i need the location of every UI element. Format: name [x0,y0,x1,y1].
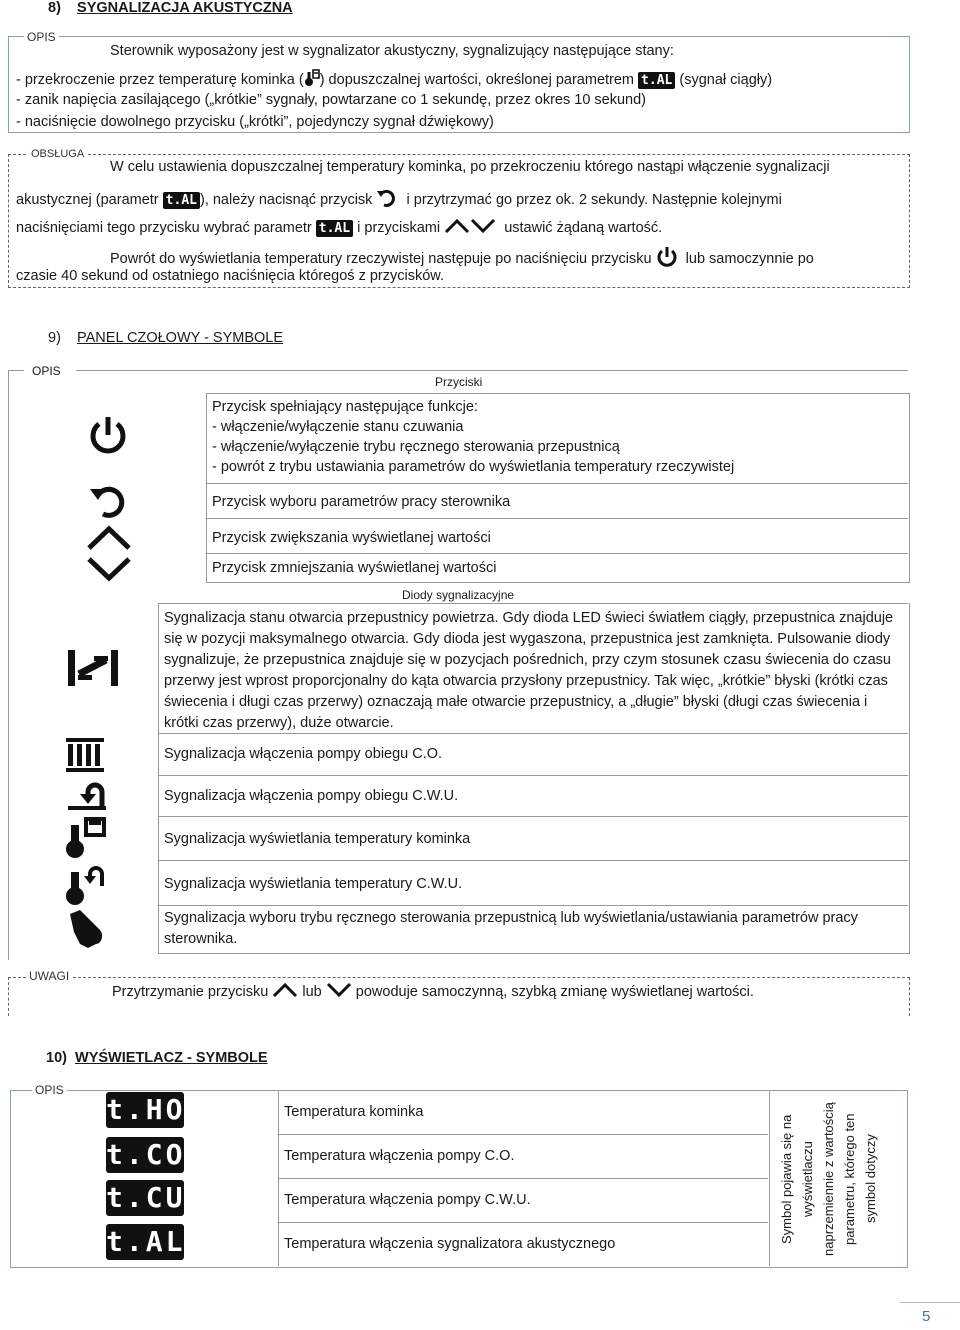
line-text: lub [302,984,322,1000]
divider [206,553,908,554]
section-title-text: PANEL CZOŁOWY - SYMBOLE [77,330,284,346]
temp-kominka-desc: Sygnalizacja wyświetlania temperatury kominka [164,831,471,847]
obsluga-line-3 [16,218,662,237]
power-desc-line: - włączenie/wyłączenie trybu ręcznego sterowania przepustnicą [212,439,620,455]
line-overheat [16,69,772,89]
hand-mode-led-icon [66,908,106,950]
display-desc: Temperatura włączenia pompy C.O. [284,1148,515,1164]
divider [158,860,908,861]
divider [278,1222,768,1223]
pump-co-led-icon [66,738,104,772]
lcd-tco: t.CO [106,1138,186,1171]
temp-cwu-desc: Sygnalizacja wyświetlania temperatury C.W.U. [164,876,463,892]
obsluga-line-5: czasie 40 sekund od ostatniego naciśnięcia któregoś z przycisków. [16,268,444,284]
lcd-tcu: t.CU [106,1181,186,1214]
divider [900,1302,960,1303]
section-title-text: WYŚWIETLACZ - SYMBOLE [75,1050,268,1066]
pump-cwu-led-icon [66,778,106,812]
divider [76,370,908,371]
line-text: - przekroczenie przez temperaturę kominka ( [16,72,304,88]
power-button-icon [88,415,128,455]
line-text: (sygnał ciągły) [679,72,773,88]
section-number: 8) [48,0,61,16]
diody-label: Diody sygnalizacyjne [402,588,515,602]
cycle-button-icon [376,188,398,208]
line-text: lub samoczynnie po [685,251,814,267]
cycle-button-icon [88,483,128,519]
divider [206,518,908,519]
down-button-icon [86,556,132,582]
line-text: Przytrzymanie przycisku [112,984,269,1000]
divider [8,370,24,371]
lcd-tal: t.AL [106,1225,186,1258]
power-desc-line: Przycisk spełniający następujące funkcje: [212,399,478,415]
section-10-title [46,1050,268,1066]
przyciski-label: Przyciski [435,375,483,389]
opis-label: OPIS [32,364,61,378]
line-button-press: - naciśnięcie dowolnego przycisku („krótki”, pojedynczy sygnał dźwiękowy) [16,114,494,130]
opis-label: OPIS [32,1083,67,1097]
down-arrow-icon [326,982,352,998]
section-9-title [48,330,283,346]
line-text: Powrót do wyświetlania temperatury rzeczywistej następuje po naciśnięciu przycisku [110,251,652,267]
section-8-title [48,0,293,16]
divider [8,370,9,960]
obsluga-line-2 [16,188,782,209]
obsluga-line-4 [110,246,814,268]
display-desc: Temperatura włączenia pompy C.W.U. [284,1192,531,1208]
up-desc: Przycisk zwiększania wyświetlanej wartości [212,530,491,546]
power-desc-line: - powrót z trybu ustawiania parametrów do wyświetlania temperatury rzeczywistej [212,459,735,475]
side-note: Symbol pojawia się na wyświetlaczu naprzemiennie z wartością parametru, którego ten symbol dotyczy [779,1102,878,1256]
divider [278,1178,768,1179]
divider [158,775,908,776]
up-arrow-icon [272,982,298,998]
line-text: naciśnięciami tego przycisku wybrać parametr [16,220,312,236]
opis-label: OPIS [24,30,59,44]
cycle-desc: Przycisk wyboru parametrów pracy sterownika [212,494,511,510]
fireplace-temp-icon [304,69,320,87]
divider [206,483,908,484]
down-desc: Przycisk zmniejszania wyświetlanej wartości [212,560,497,576]
section-number: 10) [46,1050,67,1066]
obsluga-line-1: W celu ustawienia dopuszczalnej temperatury kominka, po przekroczeniu którego nastąpi włączenie sygnalizacji [110,159,830,175]
param-tal-lcd: t.AL [638,72,675,89]
hand-mode-desc: Sygnalizacja wyboru trybu ręcznego sterowania przepustnicą lub wyświetlania/ustawiania parametrów pracy sterownika. [164,910,858,947]
pump-co-desc: Sygnalizacja włączenia pompy obiegu C.O. [164,746,443,762]
uwagi-label: UWAGI [26,969,72,983]
cwu-temp-led-icon [64,862,108,906]
line-text: i przytrzymać go przez ok. 2 sekundy. Następnie kolejnymi [406,192,782,208]
damper-led-icon [66,648,120,688]
param-tal-lcd: t.AL [163,192,200,209]
line-text: powoduje samoczynną, szybką zmianę wyświetlanej wartości. [355,984,754,1000]
section-title-text: SYGNALIZACJA AKUSTYCZNA [77,0,293,16]
line-text: ), należy nacisnąć przycisk [199,192,373,208]
power-icon [656,246,678,268]
line-text: ) dopuszczalnej wartości, określonej parametrem [319,72,635,88]
up-arrow-icon [444,218,470,234]
param-tal-lcd: t.AL [316,220,353,237]
divider [158,905,908,906]
page-number: 5 [922,1308,931,1325]
section-number: 9) [48,330,61,346]
pump-cwu-desc: Sygnalizacja włączenia pompy obiegu C.W.U. [164,788,459,804]
line-text: akustycznej (parametr [16,192,159,208]
power-desc-line: - włączenie/wyłączenie stanu czuwania [212,419,464,435]
lcd-tho: t.HO [106,1093,186,1126]
display-desc: Temperatura włączenia sygnalizatora akustycznego [284,1236,616,1252]
fireplace-temp-led-icon [64,815,108,859]
damper-desc: Sygnalizacja stanu otwarcia przepustnicy powietrza. Gdy dioda LED świeci światłem ciągły, przepustnica znajduje się w pozycji maksymalnego otwarcia. Gdy dioda jest wygaszona, przepustnica jest zamknięta. Pulsowanie diody sygnalizuje, że przepustnica znajduje się w pozycjach pośrednich, przy czym stosunek czasu świecenia do czasu przerwy jest wprost proporcjonalny do kąta otwarcia przysłony przepustnicy. Tak więc, „krótkie” błyski (krótki czas świecenia i długi czas przerwy) oznaczają małe otwarcie przepustnicy, a „długie” błyski (długi czas świecenia i krótki czas przerwy), duże otwarcie. [164,610,894,731]
line-power-loss: - zanik napięcia zasilającego („krótkie” sygnały, powtarzane co 1 sekundę, przez okres 10 sekund) [16,92,646,108]
up-button-icon [86,525,132,551]
divider [158,816,908,817]
display-desc: Temperatura kominka [284,1104,424,1120]
line-text: i przyciskami [357,220,441,236]
uwagi-text [112,982,754,1001]
intro-text: Sterownik wyposażony jest w sygnalizator akustyczny, sygnalizujący następujące stany: [110,43,674,59]
down-arrow-icon [470,218,496,234]
divider [278,1134,768,1135]
obsluga-label: OBSŁUGA [28,148,87,160]
line-text: ustawić żądaną wartość. [504,220,663,236]
